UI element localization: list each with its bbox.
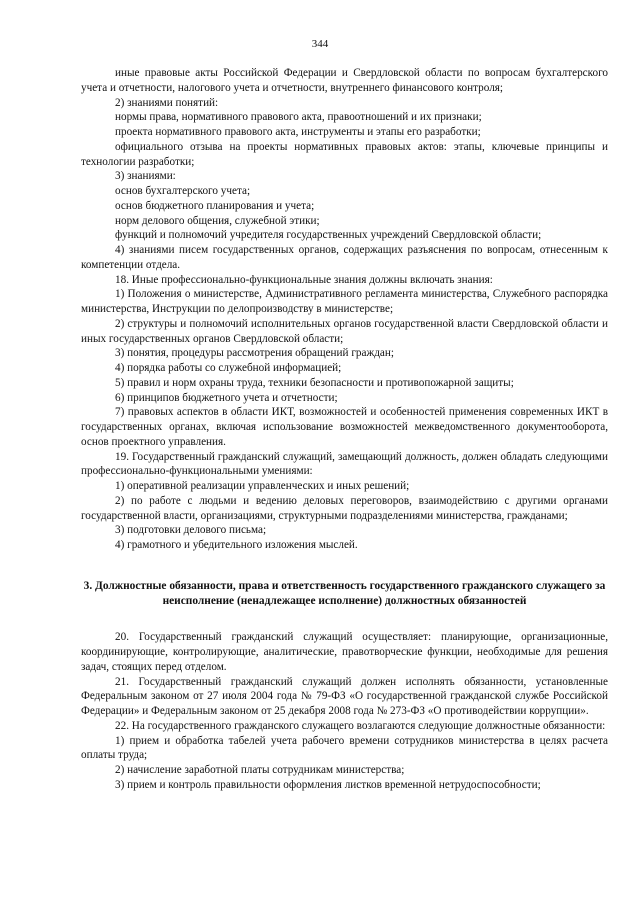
paragraph: 3) подготовки делового письма; [115, 524, 267, 537]
paragraph: 2) структуры и полномочий исполнительных органов государственной власти Свердловской области и иных государственных органов Свердловской области; [81, 317, 608, 345]
paragraph: 6) принципов бюджетного учета и отчетности; [115, 391, 338, 404]
paragraph: официального отзыва на проекты нормативных правовых актов: этапы, ключевые принципы и технологии разработки; [81, 140, 608, 168]
paragraph: 1) оперативной реализации управленческих и иных решений; [115, 480, 410, 492]
paragraph: 3) прием и контроль правильности оформления листков временной нетрудоспособности; [115, 778, 541, 791]
paragraph: 3) понятия, процедуры рассмотрения обращений граждан; [115, 347, 394, 360]
paragraphs-before [81, 66, 608, 553]
paragraph: 1) прием и обработка табелей учета рабочего времени сотрудников министерства в целях расчета оплаты труда; [81, 734, 608, 762]
paragraph: 4) порядка работы со служебной информацией; [115, 362, 342, 374]
paragraph: 22. На государственного гражданского служащего возлагаются следующие должностные обязанности: [115, 719, 606, 732]
paragraph: 5) правил и норм охраны труда, техники безопасности и противопожарной защиты; [115, 376, 514, 389]
paragraph: 4) знаниями писем государственных органов, содержащих разъяснения по вопросам, отнесенным к компетенции отдела. [81, 244, 608, 271]
paragraph: функций и полномочий учредителя государственных учреждений Свердловской области; [115, 229, 542, 242]
paragraph: 2) по работе с людьми и ведению деловых переговоров, взаимодействию с другими органами государственной власти, организациями, структурными подразделениями министерства, гражданами; [81, 494, 608, 522]
paragraph: нормы права, нормативного правового акта, правоотношений и их признаки; [115, 111, 482, 124]
paragraph: 4) грамотного и убедительного изложения мыслей. [115, 539, 358, 551]
paragraph: норм делового общения, служебной этики; [115, 214, 320, 227]
paragraph: 1) Положения о министерстве, Административного регламента министерства, Служебного распорядка министерства, Инструкции по делопроизводству в министерстве; [81, 288, 608, 315]
paragraph: иные правовые акты Российской Федерации и Свердловской области по вопросам бухгалтерского учета и отчетности, налогового учета и отчетности, внутреннего финансового контроля; [81, 67, 608, 94]
paragraphs-after [81, 630, 608, 792]
paragraph: 3) знаниями: [115, 170, 176, 183]
section-heading: 3. Должностные обязанности, права и ответственность государственного гражданского служащего за неисполнение (ненадлежащее исполнение) должностных обязанностей [83, 579, 606, 607]
paragraph: 7) правовых аспектов в области ИКТ, возможностей и особенностей применения современных ИКТ в государственных органах, включая использование возможностей межведомственного документооборота, основ проектного управления. [81, 406, 608, 448]
paragraph: основ бухгалтерского учета; [115, 185, 251, 197]
document-body [81, 66, 608, 793]
paragraph: основ бюджетного планирования и учета; [115, 199, 315, 212]
paragraph: 2) знаниями понятий: [115, 96, 219, 109]
paragraph: 2) начисление заработной платы сотрудникам министерства; [115, 764, 405, 776]
paragraph: 21. Государственный гражданский служащий должен исполнять обязанности, установленные Федеральным законом от 27 июля 2004 года № 79-ФЗ «О государственной гражданской службе Российской Федерации» и Федеральным законом от 25 декабря 2008 года № 273-ФЗ «О противодействии коррупции». [81, 675, 608, 717]
paragraph: 18. Иные профессионально-функциональные знания должны включать знания: [115, 273, 493, 286]
paragraph: 20. Государственный гражданский служащий осуществляет: планирующие, организационные, координирующие, контролирующие, аналитические, правотворческие функции, необходимые для решения задач, стоящих перед отделом. [81, 631, 608, 673]
page-number: 344 [311, 38, 329, 50]
paragraph: 19. Государственный гражданский служащий, замещающий должность, должен обладать следующими профессионально-функциональными умениями: [81, 450, 608, 478]
paragraph: проекта нормативного правового акта, инструменты и этапы его разработки; [115, 126, 481, 138]
